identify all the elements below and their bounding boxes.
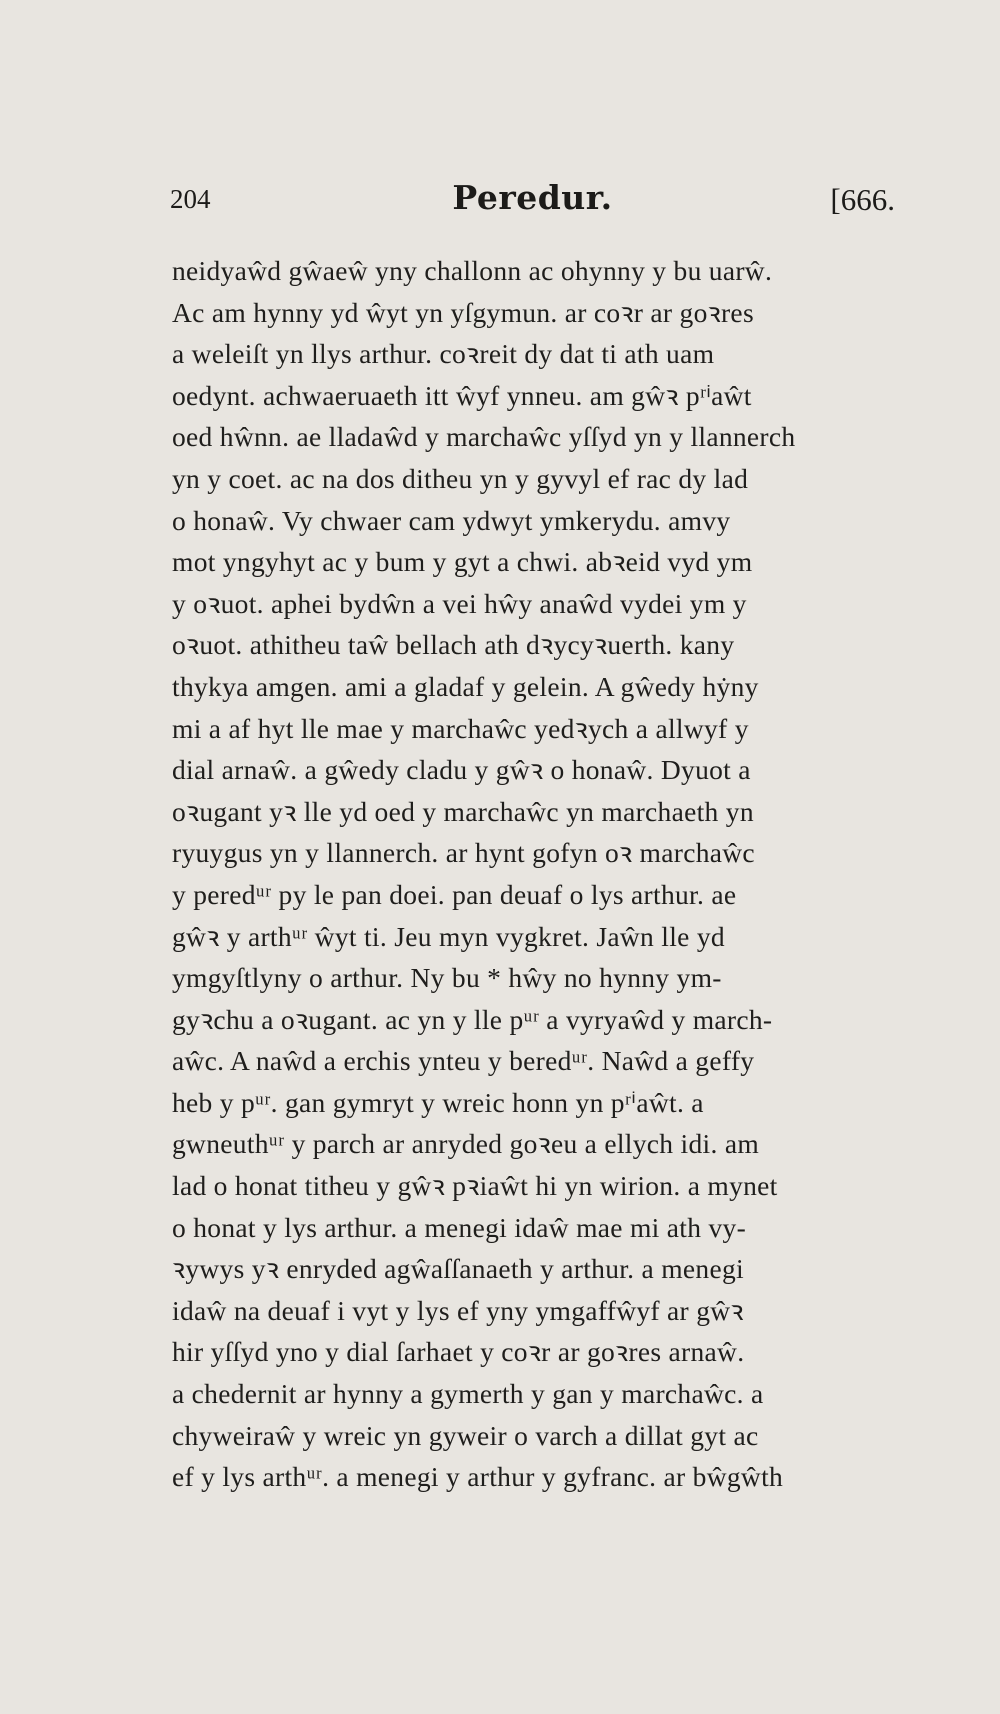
text-line: o honat y lys arthur. a menegi idaŵ mae mi ath vy- — [172, 1211, 747, 1243]
text-line: y oꝛuot. aphei bydŵn a vei hŵy anaŵd vydei ym y — [172, 587, 747, 619]
page-header — [170, 178, 895, 228]
text-line: chyweiraŵ y wreic yn gyweir o varch a dillat gyt ac — [172, 1419, 759, 1451]
text-line: mi a af hyt lle mae y marchaŵc yedꝛych a allwyf y — [172, 712, 749, 744]
text-line: a chedernit ar hynny a gymerth y gan y marchaŵc. a — [172, 1378, 764, 1410]
text-line: ef y lys arthᵘʳ. a menegi y arthur y gyfranc. ar bŵgŵth — [172, 1461, 784, 1493]
text-line: aŵc. A naŵd a erchis ynteu y beredᵘʳ. Naŵd a geffy — [172, 1045, 755, 1077]
running-title: Peredur. — [452, 178, 613, 217]
text-line: yn y coet. ac na dos ditheu yn y gyvyl ef rac dy lad — [172, 462, 749, 494]
text-line: ryuygus yn y llannerch. ar hynt gofyn oꝛ marchaŵc — [172, 837, 755, 869]
text-line: o honaŵ. Vy chwaer cam ydwyt ymkerydu. amvy — [172, 504, 731, 536]
text-line: oꝛuot. athitheu taŵ bellach ath dꝛycyꝛuerth. kany — [172, 629, 735, 661]
text-line: oedynt. achwaeruaeth itt ŵyf ynneu. am gŵꝛ pʳⁱaŵt — [172, 379, 752, 411]
text-line: neidyaŵd gŵaeŵ yny challonn ac ohynny y bu uarŵ. — [172, 255, 773, 286]
text-line: oꝛugant yꝛ lle yd oed y marchaŵc yn marchaeth yn — [172, 795, 754, 827]
text-line: hir yſſyd yno y dial ſarhaet y coꝛr ar goꝛres arnaŵ. — [172, 1336, 745, 1368]
text-line: heb y pᵘʳ. gan gymryt y wreic honn yn pʳⁱaŵt. a — [172, 1086, 704, 1118]
page-number: 204 — [170, 184, 211, 214]
folio-reference: [666. — [830, 182, 895, 217]
text-line: gŵꝛ y arthᵘʳ ŵyt ti. Jeu myn vygkret. Jaŵn lle yd — [172, 920, 725, 952]
text-line: idaŵ na deuaf i vyt y lys ef yny ymgaffŵyf ar gŵꝛ — [172, 1294, 744, 1326]
body-text — [172, 250, 902, 1498]
text-line: mot yngyhyt ac y bum y gyt a chwi. abꝛeid vyd ym — [172, 546, 753, 578]
text-line: y peredᵘʳ py le pan doei. pan deuaf o lys arthur. ae — [172, 878, 737, 910]
text-line: gwneuthᵘʳ y parch ar anryded goꝛeu a ellych idi. am — [172, 1128, 760, 1160]
text-line: dial arnaŵ. a gŵedy cladu y gŵꝛ o honaŵ. Dyuot a — [172, 754, 751, 786]
text-line: lad o honat titheu y gŵꝛ pꝛiaŵt hi yn wirion. a mynet — [172, 1170, 778, 1202]
text-line: thykya amgen. ami a gladaf y gelein. A gŵedy hẏny — [172, 670, 759, 702]
text-line: ymgyſtlyny o arthur. Ny bu * hŵy no hynny ym- — [172, 962, 722, 994]
text-line: ꝛywys yꝛ enryded agŵaſſanaeth y arthur. a menegi — [172, 1253, 744, 1285]
text-line: Ac am hynny yd ŵyt yn yſgymun. ar coꝛr ar goꝛres — [172, 296, 754, 328]
text-line: a weleiſt yn llys arthur. coꝛreit dy dat ti ath uam — [172, 338, 715, 370]
text-line: oed hŵnn. ae lladaŵd y marchaŵc yſſyd yn y llannerch — [172, 421, 796, 453]
text-line: gyꝛchu a oꝛugant. ac yn y lle pᵘʳ a vyryaŵd y march- — [172, 1003, 773, 1035]
